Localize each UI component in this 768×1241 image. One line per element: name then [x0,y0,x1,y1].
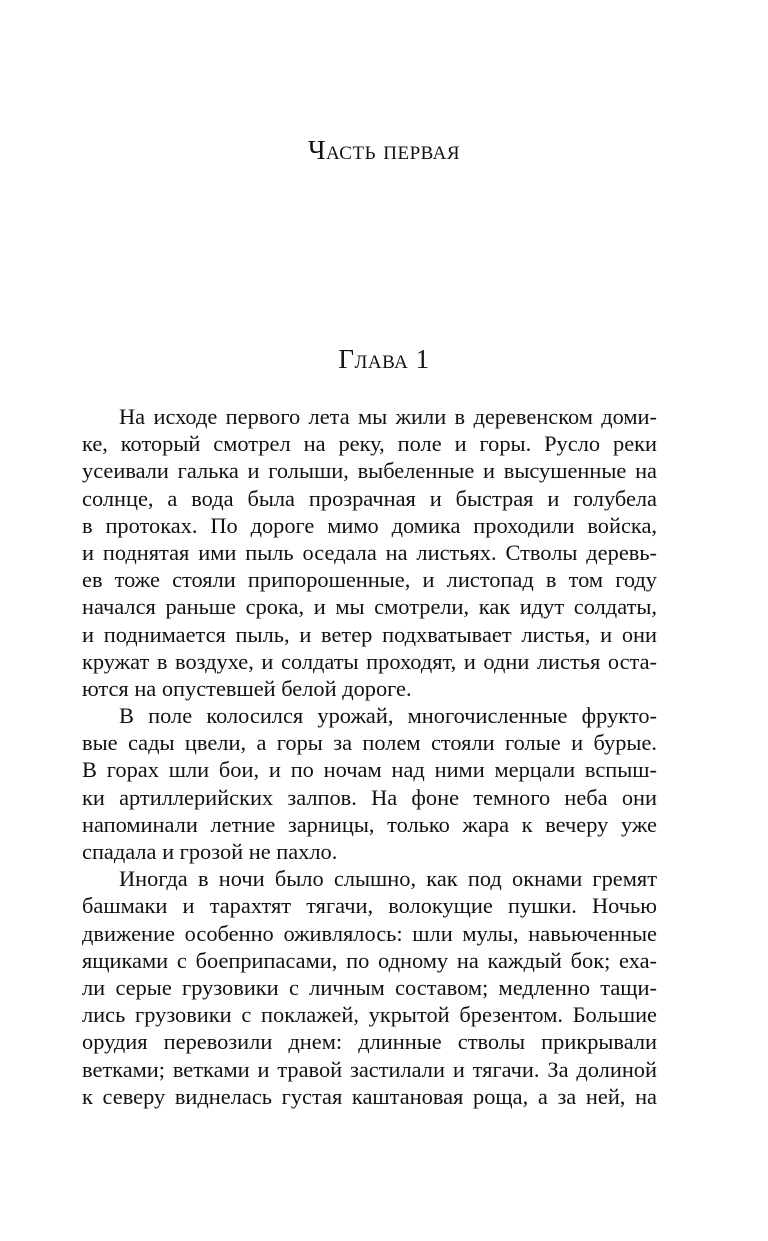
part-title: Часть первая [307,135,461,165]
text-line: движение особенно оживлялось: шли мулы, навьюченные [82,920,657,946]
text-line: орудия перевозили днем: длинные стволы прикрывали [82,1029,657,1055]
text-line: к северу виднелась густая каштановая роща, а за ней, на [82,1083,657,1109]
text-line: напоминали летние зарницы, только жара к вечеру уже [82,811,657,837]
text-line: ке, который смотрел на реку, поле и горы. Русло реки [82,431,657,457]
text-line: и поднятая ими пыль оседала на листьях. Стволы деревь- [82,539,657,565]
chapter-body [82,403,657,1110]
text-line: ли серые грузовики с личным составом; медленно тащи- [82,974,657,1000]
text-line: В поле колосился урожай, многочисленные фрукто- [119,703,657,729]
text-line: вые сады цвели, а горы за полем стояли голые и бурые. [82,730,657,756]
text-line: ются на опустевшей белой дороге. [82,675,412,701]
text-line: В горах шли бои, и по ночам над ними мерцали вспыш- [82,757,657,783]
text-line: Иногда в ночи было слышно, как под окнами гремят [119,866,657,892]
text-line: усеивали галька и голыши, выбеленные и высушенные на [82,458,657,484]
text-line: и поднимается пыль, и ветер подхватывает листья, и они [82,621,657,647]
text-line: На исходе первого лета мы жили в деревенском доми- [119,404,657,429]
text-line: лись грузовики с поклажей, укрытой брезентом. Большие [82,1002,657,1028]
text-line: начался раньше срока, и мы смотрели, как идут солдаты, [82,594,657,620]
text-line: ящиками с боеприпасами, по одному на каждый бок; еха- [82,947,657,973]
text-line: ки артиллерийских залпов. На фоне темного неба они [82,784,657,810]
text-line: кружат в воздухе, и солдаты проходят, и одни листья оста- [82,648,657,674]
text-line: ев тоже стояли припорошенные, и листопад в том году [82,567,657,593]
text-line: солнце, а вода была прозрачная и быстрая и голубела [82,485,657,511]
text-line: в протоках. По дороге мимо домика проходили войска, [82,512,657,538]
text-line: башмаки и тарахтят тягачи, волокущие пушки. Ночью [82,893,657,919]
text-line: ветками; ветками и травой застилали и тягачи. За долиной [82,1056,657,1082]
text-line: спадала и грозой не пахло. [82,839,338,864]
chapter-title: Глава 1 [338,344,430,374]
